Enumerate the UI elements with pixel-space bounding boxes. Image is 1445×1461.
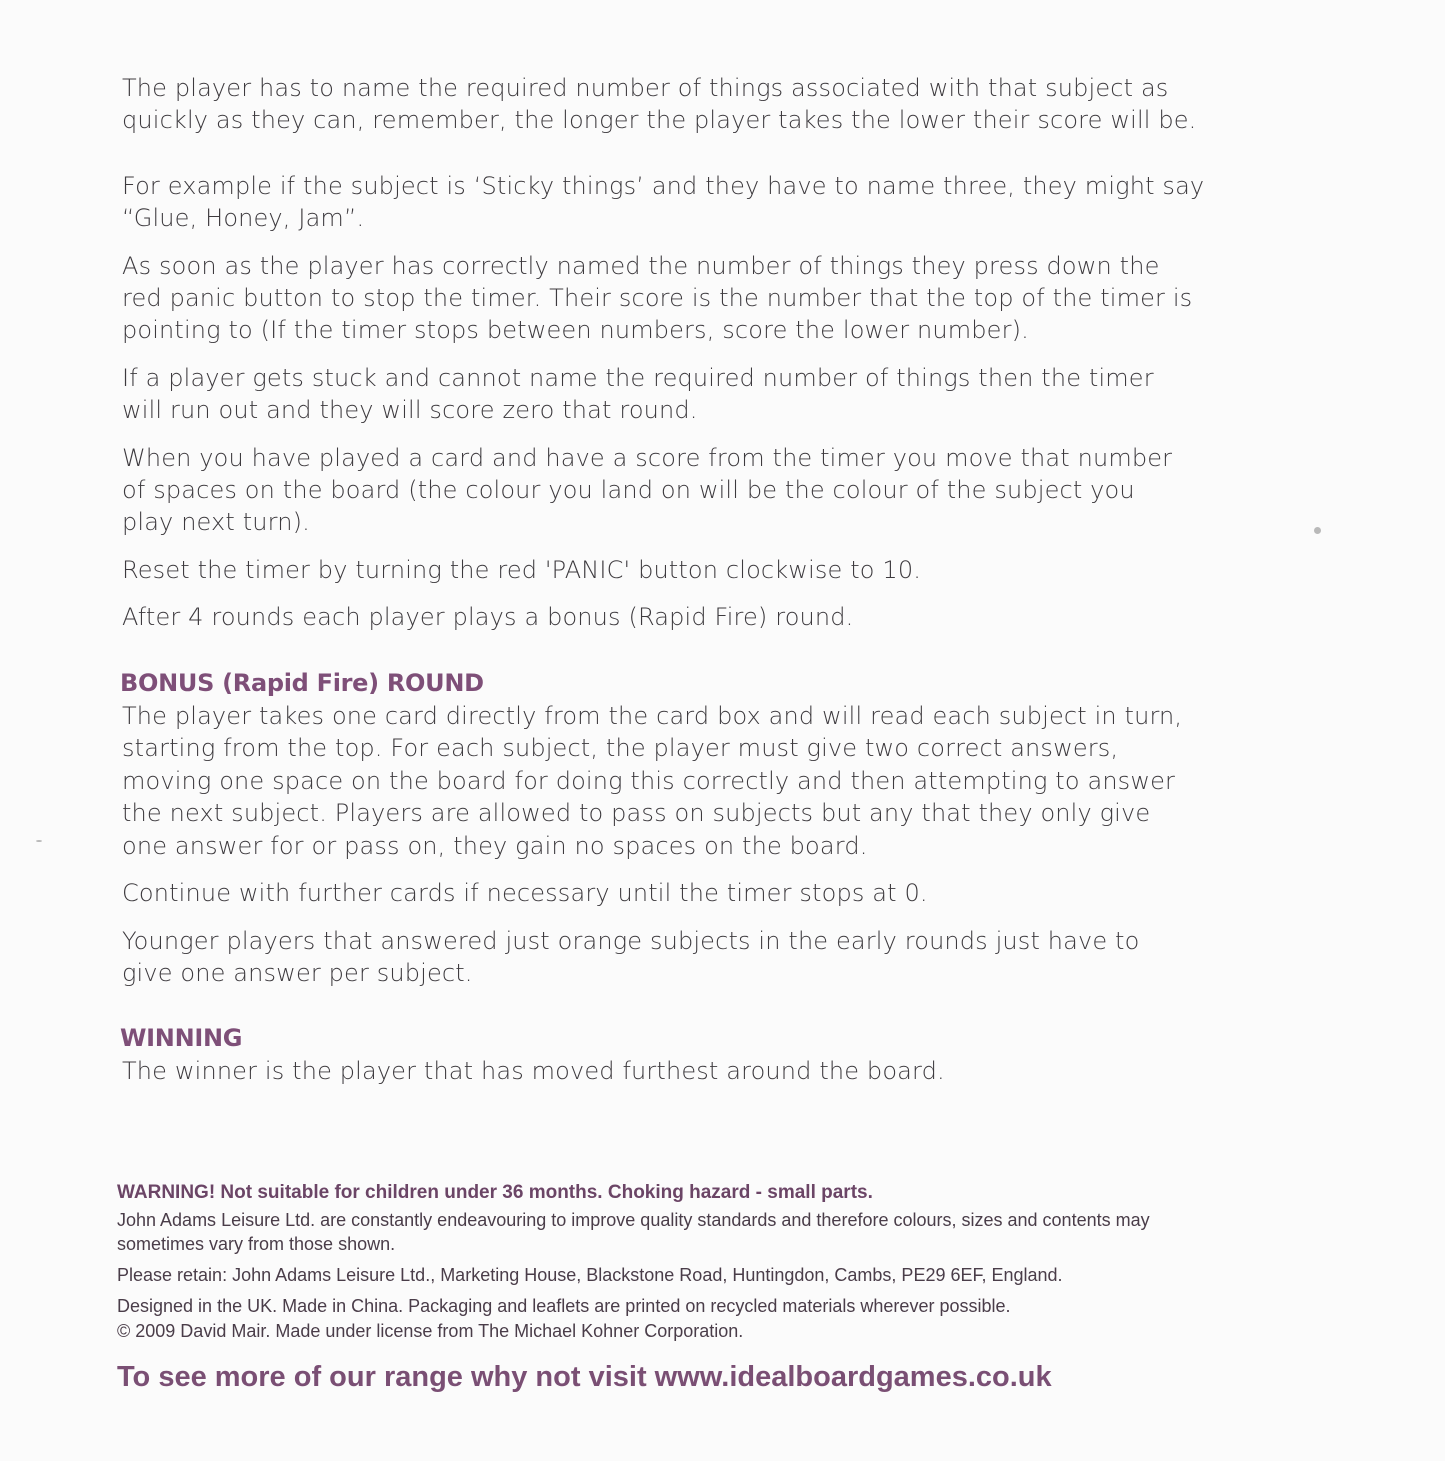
rules-paragraph-5-line-2: of spaces on the board (the colour you land on will be the colour of the subject you — [122, 476, 1135, 504]
bonus-paragraph-1-line-4: the next subject. Players are allowed to pass on subjects but any that they only give — [122, 799, 1151, 827]
scan-speck — [1314, 527, 1321, 534]
winning-text: The winner is the player that has moved furthest around the board. — [122, 1057, 945, 1085]
bonus-paragraph-1-line-3: moving one space on the board for doing this correctly and then attempting to answer — [122, 767, 1176, 795]
rules-paragraph-5-line-1: When you have played a card and have a score from the timer you move that number — [122, 444, 1173, 472]
rules-paragraph-2-line-1: For example if the subject is ‘Sticky things’ and they have to name three, they might say — [122, 172, 1205, 200]
website-promo: To see more of our range why not visit www.idealboardgames.co.uk — [117, 1361, 1052, 1393]
bonus-paragraph-1-line-2: starting from the top. For each subject, the player must give two correct answers, — [122, 734, 1119, 762]
bonus-paragraph-continue: Continue with further cards if necessary until the timer stops at 0. — [122, 879, 928, 907]
retain-address: Please retain: John Adams Leisure Ltd., Marketing House, Blackstone Road, Huntingdon, Cambs, PE29 6EF, England. — [117, 1265, 1063, 1285]
rules-paragraph-reset-timer: Reset the timer by turning the red 'PANIC' button clockwise to 10. — [122, 556, 922, 584]
bonus-paragraph-1-line-5: one answer for or pass on, they gain no spaces on the board. — [122, 832, 868, 860]
rules-paragraph-1-line-1: The player has to name the required number of things associated with that subject as — [122, 74, 1169, 102]
quality-notice-line-1: John Adams Leisure Ltd. are constantly endeavouring to improve quality standards and therefore colours, sizes and contents may — [117, 1210, 1150, 1230]
rules-paragraph-3-line-1: As soon as the player has correctly named the number of things they press down the — [122, 252, 1160, 280]
copyright-notice: © 2009 David Mair. Made under license from The Michael Kohner Corporation. — [117, 1321, 744, 1341]
rules-paragraph-3-line-2: red panic button to stop the timer. Their score is the number that the top of the timer is — [122, 284, 1193, 312]
rules-paragraph-1-line-2: quickly as they can, remember, the longer the player takes the lower their score will be. — [122, 106, 1197, 134]
scan-speck — [36, 840, 42, 842]
bonus-paragraph-1-line-1: The player takes one card directly from the card box and will read each subject in turn, — [122, 702, 1183, 730]
winning-heading: WINNING — [120, 1024, 243, 1052]
rules-paragraph-5-line-3: play next turn). — [122, 508, 310, 536]
bonus-paragraph-younger-line-1: Younger players that answered just orange subjects in the early rounds just have to — [122, 927, 1140, 955]
designed-made-notice: Designed in the UK. Made in China. Packaging and leaflets are printed on recycled materials wherever possible. — [117, 1296, 1011, 1316]
rules-paragraph-4-line-1: If a player gets stuck and cannot name the required number of things then the timer — [122, 364, 1154, 392]
bonus-paragraph-younger-line-2: give one answer per subject. — [122, 959, 473, 987]
quality-notice-line-2: sometimes vary from those shown. — [117, 1234, 396, 1254]
rules-paragraph-2-line-2: “Glue, Honey, Jam”. — [122, 204, 365, 232]
choking-hazard-warning: WARNING! Not suitable for children under 36 months. Choking hazard - small parts. — [117, 1182, 873, 1203]
bonus-round-heading: BONUS (Rapid Fire) ROUND — [120, 669, 484, 697]
rules-paragraph-3-line-3: pointing to (If the timer stops between numbers, score the lower number). — [122, 316, 1029, 344]
rules-paragraph-4-line-2: will run out and they will score zero that round. — [122, 396, 698, 424]
rules-paragraph-after-rounds: After 4 rounds each player plays a bonus (Rapid Fire) round. — [122, 603, 854, 631]
